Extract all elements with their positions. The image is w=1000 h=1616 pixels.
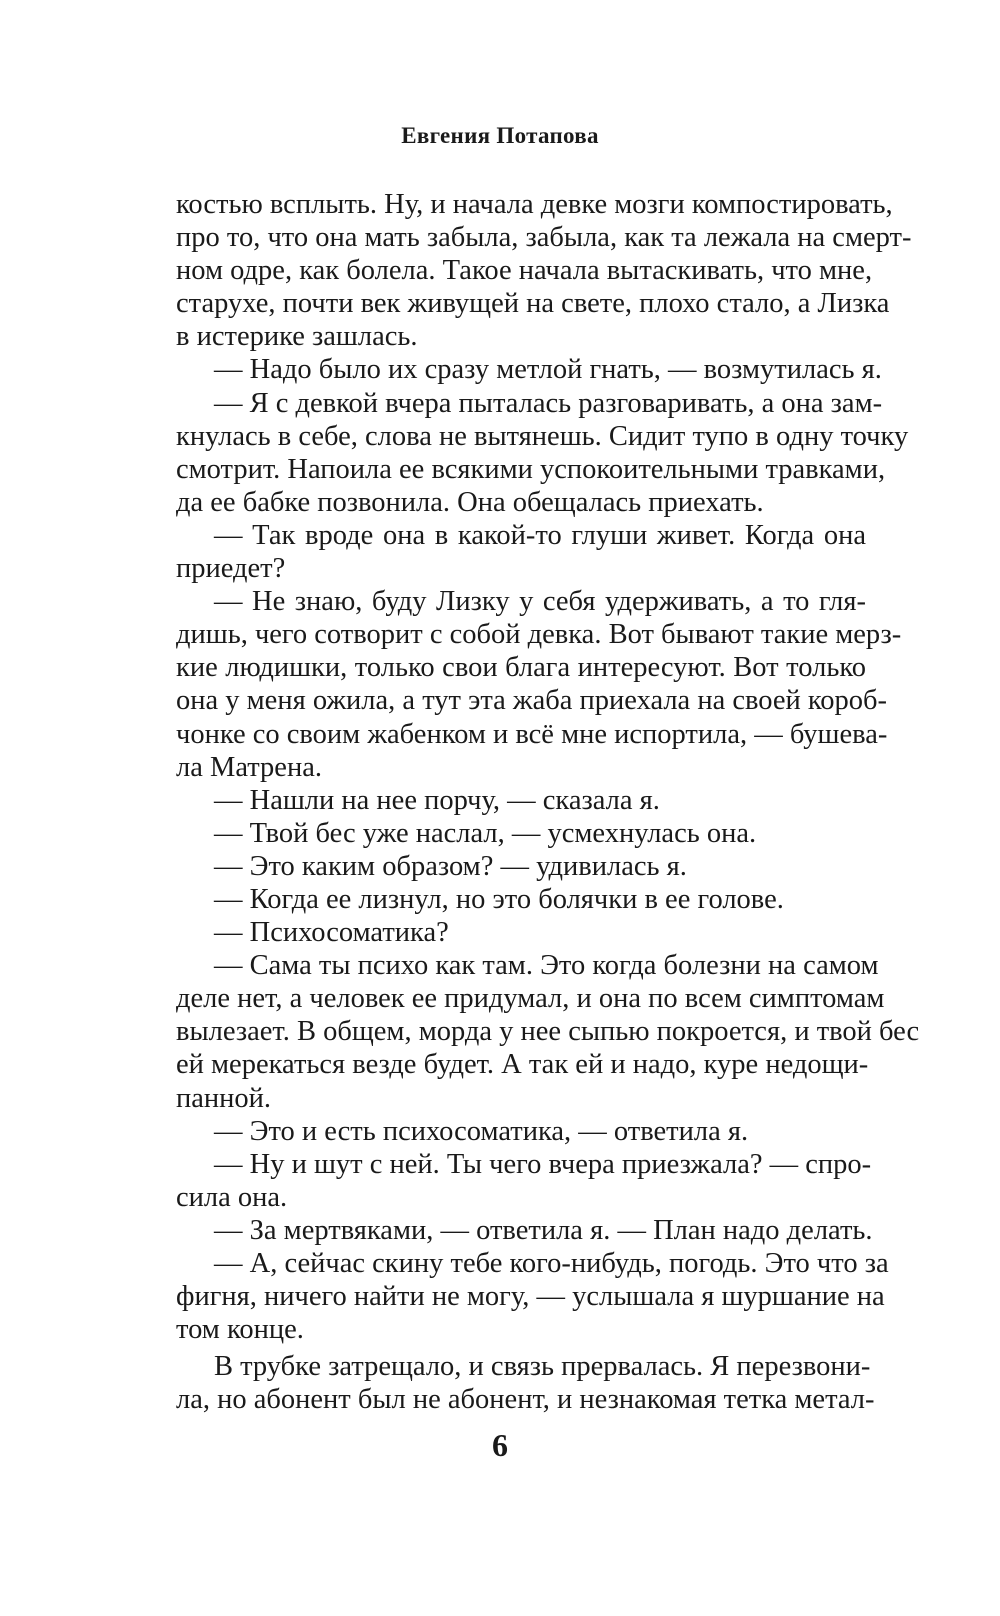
body-text <box>176 188 920 1416</box>
text-line: сила она. <box>176 1181 288 1213</box>
text-line: ла Матрена. <box>176 751 322 783</box>
running-head-author: Евгения Потапова <box>401 123 599 148</box>
text-line: чонке со своим жабенком и всё мне испортила, — бушева- <box>176 718 888 750</box>
text-line: вылезает. В общем, морда у нее сыпью покроется, и твой бес <box>176 1016 920 1048</box>
text-line: фигня, ничего найти не могу, — услышала я шуршание на <box>176 1281 885 1313</box>
text-line: — Это и есть психосоматика, — ответила я. <box>214 1115 749 1147</box>
text-line: — Я с девкой вчера пыталась разговаривать, а она зам- <box>214 387 883 419</box>
text-line: дишь, чего сотворит с собой девка. Вот бывают такие мерз- <box>176 619 902 651</box>
text-line: — Нашли на нее порчу, — сказала я. <box>214 784 660 816</box>
text-line: костью всплыть. Ну, и начала девке мозги компостировать, <box>176 189 893 220</box>
text-line: она у меня ожила, а тут эта жаба приехала на своей короб- <box>176 685 888 717</box>
text-line: — Это каким образом? — удивилась я. <box>214 850 687 882</box>
text-line: В трубке затрещало, и связь прервалась. Я перезвони- <box>214 1351 871 1383</box>
text-line: — Твой бес уже наслал, — усмехнулась она. <box>214 817 757 849</box>
text-line: ном одре, как болела. Такое начала вытаскивать, что мне, <box>176 255 873 287</box>
text-line: смотрит. Напоила ее всякими успокоительными травками, <box>176 453 886 485</box>
text-line: кнулась в себе, слова не вытянешь. Сидит тупо в одну точку <box>176 420 909 452</box>
text-line: приедет? <box>176 553 286 585</box>
text-line: ла, но абонент был не абонент, и незнакомая тетка метал- <box>176 1384 875 1416</box>
text-line: деле нет, а человек ее придумал, и она по всем симптомам <box>176 983 885 1015</box>
text-line: старухе, почти век живущей на свете, плохо стало, а Лизка <box>176 288 890 320</box>
page-number: 6 <box>492 1427 508 1463</box>
text-line: в истерике зашлась. <box>176 321 418 353</box>
text-line: — Психосоматика? <box>214 917 449 949</box>
text-line: том конце. <box>176 1314 304 1346</box>
text-line: панной. <box>176 1082 272 1114</box>
text-line: кие людишки, только свои блага интересуют. Вот только <box>176 652 866 684</box>
text-line: — Сама ты психо как там. Это когда болезни на самом <box>214 950 879 982</box>
text-line: — Ну и шут с ней. Ты чего вчера приезжала? — спро- <box>214 1148 872 1180</box>
text-line: да ее бабке позвонила. Она обещалась приехать. <box>176 486 764 518</box>
text-line: — Надо было их сразу метлой гнать, — возмутилась я. <box>214 354 882 386</box>
text-line: — За мертвяками, — ответила я. — План надо делать. <box>214 1214 873 1246</box>
text-line: — Так вроде она в какой-то глуши живет. Когда она <box>214 519 866 551</box>
text-line: — Не знаю, буду Лизку у себя удерживать, а то гля- <box>214 586 866 618</box>
text-line: ей мерекаться везде будет. А так ей и надо, куре недощи- <box>176 1049 869 1081</box>
text-line: про то, что она мать забыла, забыла, как та лежала на смерт- <box>176 222 912 254</box>
text-line: — Когда ее лизнул, но это болячки в ее голове. <box>214 883 784 915</box>
text-line: — А, сейчас скину тебе кого-нибудь, погодь. Это что за <box>214 1248 889 1279</box>
